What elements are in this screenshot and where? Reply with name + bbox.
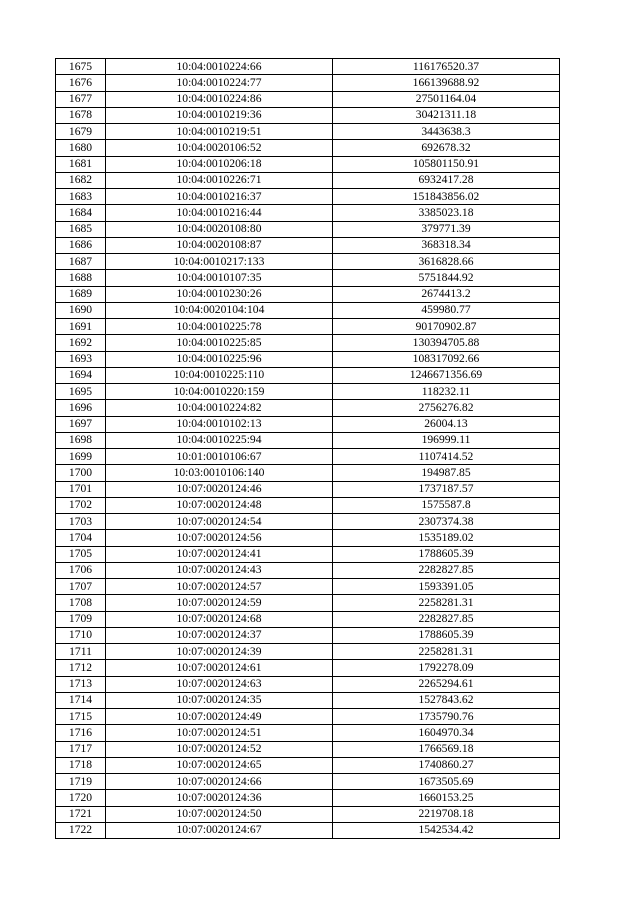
- row-code-cell: 10:04:0020104:104: [106, 302, 333, 318]
- row-amount-cell: 1593391.05: [333, 579, 560, 595]
- row-amount-cell: 1740860.27: [333, 757, 560, 773]
- row-index-cell: 1695: [56, 384, 106, 400]
- table-row: [56, 481, 560, 497]
- table-row: [56, 497, 560, 513]
- row-index-cell: 1692: [56, 335, 106, 351]
- row-code-cell: 10:07:0020124:57: [106, 579, 333, 595]
- table-row: [56, 660, 560, 676]
- row-code-cell: 10:04:0010230:26: [106, 286, 333, 302]
- row-index-cell: 1721: [56, 806, 106, 822]
- row-amount-cell: 692678.32: [333, 140, 560, 156]
- row-code-cell: 10:04:0020108:80: [106, 221, 333, 237]
- row-index-cell: 1683: [56, 189, 106, 205]
- table-row: [56, 774, 560, 790]
- row-amount-cell: 3443638.3: [333, 124, 560, 140]
- row-code-cell: 10:07:0020124:37: [106, 627, 333, 643]
- table-row: [56, 709, 560, 725]
- table-row: [56, 644, 560, 660]
- row-code-cell: 10:04:0010220:159: [106, 384, 333, 400]
- table-row: [56, 757, 560, 773]
- row-amount-cell: 1535189.02: [333, 530, 560, 546]
- row-index-cell: 1689: [56, 286, 106, 302]
- table-row: [56, 725, 560, 741]
- row-amount-cell: 118232.11: [333, 384, 560, 400]
- row-code-cell: 10:07:0020124:48: [106, 497, 333, 513]
- table-row: [56, 75, 560, 91]
- row-index-cell: 1710: [56, 627, 106, 643]
- table-row: [56, 124, 560, 140]
- table-body: [56, 59, 560, 839]
- row-index-cell: 1722: [56, 822, 106, 838]
- table-row: [56, 221, 560, 237]
- row-index-cell: 1708: [56, 595, 106, 611]
- row-amount-cell: 1735790.76: [333, 709, 560, 725]
- row-index-cell: 1720: [56, 790, 106, 806]
- data-table: [55, 58, 560, 839]
- table-row: [56, 189, 560, 205]
- row-amount-cell: 1660153.25: [333, 790, 560, 806]
- row-code-cell: 10:04:0010225:96: [106, 351, 333, 367]
- row-index-cell: 1679: [56, 124, 106, 140]
- row-code-cell: 10:04:0010225:110: [106, 367, 333, 383]
- row-index-cell: 1713: [56, 676, 106, 692]
- row-amount-cell: 151843856.02: [333, 189, 560, 205]
- row-amount-cell: 1673505.69: [333, 774, 560, 790]
- row-index-cell: 1718: [56, 757, 106, 773]
- row-amount-cell: 6932417.28: [333, 172, 560, 188]
- row-index-cell: 1687: [56, 254, 106, 270]
- row-code-cell: 10:07:0020124:63: [106, 676, 333, 692]
- row-code-cell: 10:07:0020124:49: [106, 709, 333, 725]
- row-code-cell: 10:04:0010107:35: [106, 270, 333, 286]
- row-index-cell: 1676: [56, 75, 106, 91]
- row-code-cell: 10:07:0020124:35: [106, 692, 333, 708]
- table-row: [56, 416, 560, 432]
- row-amount-cell: 1542534.42: [333, 822, 560, 838]
- row-code-cell: 10:07:0020124:51: [106, 725, 333, 741]
- row-index-cell: 1719: [56, 774, 106, 790]
- table-row: [56, 319, 560, 335]
- table-row: [56, 270, 560, 286]
- row-code-cell: 10:04:0010224:82: [106, 400, 333, 416]
- row-index-cell: 1705: [56, 546, 106, 562]
- row-code-cell: 10:07:0020124:56: [106, 530, 333, 546]
- table-row: [56, 351, 560, 367]
- row-code-cell: 10:04:0010224:66: [106, 59, 333, 75]
- table-row: [56, 530, 560, 546]
- row-amount-cell: 108317092.66: [333, 351, 560, 367]
- table-row: [56, 367, 560, 383]
- row-code-cell: 10:07:0020124:67: [106, 822, 333, 838]
- row-amount-cell: 196999.11: [333, 432, 560, 448]
- row-code-cell: 10:04:0010225:78: [106, 319, 333, 335]
- row-amount-cell: 3385023.18: [333, 205, 560, 221]
- table-row: [56, 302, 560, 318]
- row-amount-cell: 2219708.18: [333, 806, 560, 822]
- row-amount-cell: 30421311.18: [333, 107, 560, 123]
- row-index-cell: 1697: [56, 416, 106, 432]
- row-code-cell: 10:04:0010225:85: [106, 335, 333, 351]
- row-amount-cell: 368318.34: [333, 237, 560, 253]
- row-index-cell: 1696: [56, 400, 106, 416]
- row-index-cell: 1682: [56, 172, 106, 188]
- row-code-cell: 10:04:0010102:13: [106, 416, 333, 432]
- row-amount-cell: 1107414.52: [333, 449, 560, 465]
- row-code-cell: 10:07:0020124:66: [106, 774, 333, 790]
- row-code-cell: 10:07:0020124:36: [106, 790, 333, 806]
- table-row: [56, 595, 560, 611]
- table-row: [56, 59, 560, 75]
- table-row: [56, 822, 560, 838]
- row-code-cell: 10:04:0010225:94: [106, 432, 333, 448]
- table-row: [56, 676, 560, 692]
- row-amount-cell: 2307374.38: [333, 514, 560, 530]
- row-index-cell: 1716: [56, 725, 106, 741]
- row-index-cell: 1706: [56, 562, 106, 578]
- row-index-cell: 1675: [56, 59, 106, 75]
- row-code-cell: 10:07:0020124:46: [106, 481, 333, 497]
- table-row: [56, 611, 560, 627]
- row-amount-cell: 130394705.88: [333, 335, 560, 351]
- row-code-cell: 10:04:0020108:87: [106, 237, 333, 253]
- row-amount-cell: 2265294.61: [333, 676, 560, 692]
- table-row: [56, 205, 560, 221]
- table-row: [56, 140, 560, 156]
- table-row: [56, 432, 560, 448]
- row-amount-cell: 1766569.18: [333, 741, 560, 757]
- table-row: [56, 546, 560, 562]
- row-index-cell: 1698: [56, 432, 106, 448]
- row-code-cell: 10:07:0020124:61: [106, 660, 333, 676]
- row-amount-cell: 1788605.39: [333, 546, 560, 562]
- row-index-cell: 1694: [56, 367, 106, 383]
- row-code-cell: 10:04:0010219:36: [106, 107, 333, 123]
- row-amount-cell: 2282827.85: [333, 611, 560, 627]
- table-row: [56, 286, 560, 302]
- table-row: [56, 806, 560, 822]
- row-index-cell: 1677: [56, 91, 106, 107]
- row-code-cell: 10:07:0020124:65: [106, 757, 333, 773]
- row-index-cell: 1701: [56, 481, 106, 497]
- row-amount-cell: 1246671356.69: [333, 367, 560, 383]
- table-row: [56, 400, 560, 416]
- row-amount-cell: 5751844.92: [333, 270, 560, 286]
- table-row: [56, 91, 560, 107]
- row-index-cell: 1690: [56, 302, 106, 318]
- row-code-cell: 10:04:0010224:86: [106, 91, 333, 107]
- row-code-cell: 10:04:0010217:133: [106, 254, 333, 270]
- row-amount-cell: 459980.77: [333, 302, 560, 318]
- row-amount-cell: 1792278.09: [333, 660, 560, 676]
- row-amount-cell: 2674413.2: [333, 286, 560, 302]
- row-amount-cell: 1737187.57: [333, 481, 560, 497]
- row-index-cell: 1711: [56, 644, 106, 660]
- table-row: [56, 741, 560, 757]
- row-amount-cell: 105801150.91: [333, 156, 560, 172]
- table-row: [56, 254, 560, 270]
- row-amount-cell: 2282827.85: [333, 562, 560, 578]
- row-code-cell: 10:07:0020124:39: [106, 644, 333, 660]
- row-index-cell: 1688: [56, 270, 106, 286]
- row-index-cell: 1715: [56, 709, 106, 725]
- table-row: [56, 335, 560, 351]
- row-amount-cell: 90170902.87: [333, 319, 560, 335]
- row-index-cell: 1678: [56, 107, 106, 123]
- table-row: [56, 172, 560, 188]
- table-row: [56, 465, 560, 481]
- table-row: [56, 579, 560, 595]
- row-amount-cell: 1788605.39: [333, 627, 560, 643]
- row-index-cell: 1704: [56, 530, 106, 546]
- row-code-cell: 10:07:0020124:43: [106, 562, 333, 578]
- row-index-cell: 1685: [56, 221, 106, 237]
- row-amount-cell: 27501164.04: [333, 91, 560, 107]
- row-code-cell: 10:04:0020106:52: [106, 140, 333, 156]
- table-row: [56, 692, 560, 708]
- table-row: [56, 156, 560, 172]
- row-code-cell: 10:07:0020124:59: [106, 595, 333, 611]
- row-index-cell: 1702: [56, 497, 106, 513]
- row-amount-cell: 379771.39: [333, 221, 560, 237]
- row-amount-cell: 166139688.92: [333, 75, 560, 91]
- row-index-cell: 1681: [56, 156, 106, 172]
- row-code-cell: 10:01:0010106:67: [106, 449, 333, 465]
- table-row: [56, 627, 560, 643]
- row-amount-cell: 3616828.66: [333, 254, 560, 270]
- row-code-cell: 10:07:0020124:54: [106, 514, 333, 530]
- row-amount-cell: 2756276.82: [333, 400, 560, 416]
- table-row: [56, 107, 560, 123]
- row-amount-cell: 194987.85: [333, 465, 560, 481]
- row-code-cell: 10:07:0020124:68: [106, 611, 333, 627]
- row-index-cell: 1699: [56, 449, 106, 465]
- table-row: [56, 514, 560, 530]
- row-amount-cell: 116176520.37: [333, 59, 560, 75]
- row-code-cell: 10:04:0010226:71: [106, 172, 333, 188]
- row-index-cell: 1691: [56, 319, 106, 335]
- table-row: [56, 449, 560, 465]
- row-index-cell: 1707: [56, 579, 106, 595]
- row-index-cell: 1703: [56, 514, 106, 530]
- row-index-cell: 1693: [56, 351, 106, 367]
- row-amount-cell: 2258281.31: [333, 595, 560, 611]
- table-row: [56, 237, 560, 253]
- row-code-cell: 10:03:0010106:140: [106, 465, 333, 481]
- row-code-cell: 10:04:0010216:44: [106, 205, 333, 221]
- row-index-cell: 1700: [56, 465, 106, 481]
- row-amount-cell: 1575587.8: [333, 497, 560, 513]
- row-index-cell: 1684: [56, 205, 106, 221]
- row-code-cell: 10:07:0020124:41: [106, 546, 333, 562]
- row-index-cell: 1680: [56, 140, 106, 156]
- row-index-cell: 1709: [56, 611, 106, 627]
- row-code-cell: 10:04:0010206:18: [106, 156, 333, 172]
- row-amount-cell: 1527843.62: [333, 692, 560, 708]
- row-code-cell: 10:04:0010219:51: [106, 124, 333, 140]
- row-amount-cell: 26004.13: [333, 416, 560, 432]
- table-row: [56, 384, 560, 400]
- row-index-cell: 1712: [56, 660, 106, 676]
- table-row: [56, 562, 560, 578]
- row-index-cell: 1717: [56, 741, 106, 757]
- row-amount-cell: 2258281.31: [333, 644, 560, 660]
- row-code-cell: 10:04:0010216:37: [106, 189, 333, 205]
- row-code-cell: 10:07:0020124:50: [106, 806, 333, 822]
- row-amount-cell: 1604970.34: [333, 725, 560, 741]
- row-code-cell: 10:04:0010224:77: [106, 75, 333, 91]
- table-row: [56, 790, 560, 806]
- row-index-cell: 1686: [56, 237, 106, 253]
- row-code-cell: 10:07:0020124:52: [106, 741, 333, 757]
- row-index-cell: 1714: [56, 692, 106, 708]
